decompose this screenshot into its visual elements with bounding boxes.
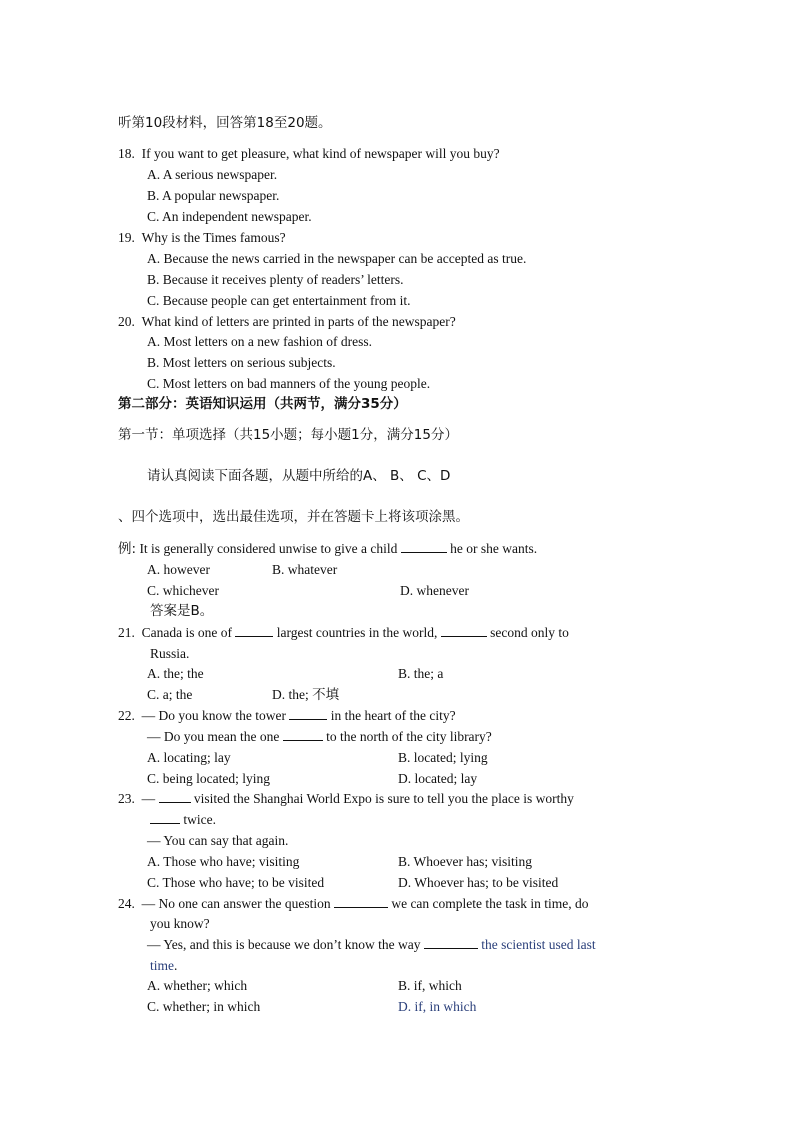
- question-22: [118, 707, 456, 725]
- answer-blank: [424, 936, 478, 949]
- question-text: twice.: [183, 812, 216, 827]
- q20-option-b: B. Most letters on serious subjects.: [147, 355, 336, 370]
- answer-blank: [289, 707, 327, 720]
- q23-line-2: [150, 811, 216, 829]
- q23-option-b: B. Whoever has; visiting: [398, 854, 532, 869]
- example-question: [118, 540, 537, 558]
- answer-blank: [159, 790, 191, 803]
- answer-blank: [283, 728, 323, 741]
- q24-option-b: B. if, which: [398, 978, 462, 993]
- question-text: What kind of letters are printed in parts of the newspaper?: [141, 314, 456, 329]
- q19-option-b: B. Because it receives plenty of readers’ letters.: [147, 272, 404, 287]
- section1-heading: 第一节：单项选择（共15小题；每小题1分，满分15分）: [118, 427, 458, 443]
- q19-option-c: C. Because people can get entertainment from it.: [147, 293, 411, 308]
- question-18: [118, 145, 500, 163]
- q21-line-2: Russia.: [150, 646, 190, 661]
- question-23: [118, 790, 574, 808]
- question-number: 18.: [118, 146, 135, 161]
- example-text-before: It is generally considered unwise to give a child: [139, 541, 398, 556]
- question-21: [118, 624, 569, 642]
- question-text: — Yes, and this is because we don’t know the way: [147, 937, 421, 952]
- q23-option-c: C. Those who have; to be visited: [147, 875, 325, 890]
- q18-option-b: B. A popular newspaper.: [147, 188, 280, 203]
- q20-option-a: A. Most letters on a new fashion of dress.: [147, 334, 372, 349]
- q24-line-2: you know?: [150, 916, 210, 931]
- example-option-d: D. whenever: [400, 583, 469, 598]
- question-text-highlight: the scientist used last: [481, 937, 596, 952]
- answer-blank: [441, 624, 487, 637]
- question-number: 21.: [118, 625, 135, 640]
- answer-blank: [235, 624, 273, 637]
- question-19: [118, 229, 286, 247]
- question-text: to the north of the city library?: [326, 729, 492, 744]
- example-option-c: C. whichever: [147, 583, 219, 598]
- q19-option-a: A. Because the news carried in the newspaper can be accepted as true.: [147, 251, 527, 266]
- question-text: Canada is one of: [141, 625, 232, 640]
- part2-heading: 第二部分：英语知识运用（共两节，满分35分）: [118, 396, 407, 412]
- question-text: we can complete the task in time, do: [391, 896, 589, 911]
- question-text: — Do you know the tower: [141, 708, 286, 723]
- section10-instruction: 听第10段材料，回答第18至20题。: [118, 115, 332, 131]
- q21-option-a: A. the; the: [147, 666, 204, 681]
- question-text: — Do you mean the one: [147, 729, 280, 744]
- question-text: Why is the Times famous?: [141, 230, 286, 245]
- q24-option-c: C. whether; in which: [147, 999, 261, 1014]
- question-24: [118, 895, 589, 913]
- question-20: [118, 313, 456, 331]
- question-text-highlight: time: [150, 958, 174, 973]
- example-option-b: B. whatever: [272, 562, 338, 577]
- q21-option-d: D. the; 不填: [272, 687, 340, 702]
- question-number: 24.: [118, 896, 135, 911]
- q22-option-d: D. located; lay: [398, 771, 478, 786]
- example-label: 例:: [118, 541, 137, 557]
- q20-option-c: C. Most letters on bad manners of the young people.: [147, 376, 431, 391]
- example-option-a: A. however: [147, 562, 210, 577]
- q22-option-b: B. located; lying: [398, 750, 488, 765]
- q18-option-a: A. A serious newspaper.: [147, 167, 278, 182]
- question-text: visited the Shanghai World Expo is sure to tell you the place is worthy: [193, 791, 574, 806]
- question-text: .: [174, 958, 178, 973]
- q22-line-2: [147, 728, 492, 746]
- question-text: If you want to get pleasure, what kind of newspaper will you buy?: [141, 146, 500, 161]
- question-text: in the heart of the city?: [330, 708, 456, 723]
- answer-blank: [150, 811, 180, 824]
- question-number: 19.: [118, 230, 135, 245]
- q23-line-3: — You can say that again.: [147, 833, 289, 848]
- question-text: —: [141, 791, 156, 806]
- q24-option-d: D. if, in which: [398, 999, 477, 1014]
- q21-option-b: B. the; a: [398, 666, 444, 681]
- question-text: second only to: [490, 625, 569, 640]
- q24-option-a: A. whether; which: [147, 978, 248, 993]
- q23-option-d: D. Whoever has; to be visited: [398, 875, 559, 890]
- answer-blank: [334, 895, 388, 908]
- example-answer: 答案是B。: [150, 603, 214, 619]
- q21-option-c: C. a; the: [147, 687, 193, 702]
- question-number: 22.: [118, 708, 135, 723]
- q24-line-3: [147, 936, 596, 954]
- answer-blank: [401, 540, 447, 553]
- q18-option-c: C. An independent newspaper.: [147, 209, 312, 224]
- q23-option-a: A. Those who have; visiting: [147, 854, 300, 869]
- question-number: 20.: [118, 314, 135, 329]
- instruction-line-1: 请认真阅读下面各题，从题中所给的A、 B、 C、D: [147, 468, 451, 484]
- q22-option-a: A. locating; lay: [147, 750, 231, 765]
- q22-option-c: C. being located; lying: [147, 771, 270, 786]
- example-text-after: he or she wants.: [450, 541, 538, 556]
- question-number: 23.: [118, 791, 135, 806]
- question-text: largest countries in the world,: [276, 625, 438, 640]
- question-text: — No one can answer the question: [141, 896, 331, 911]
- instruction-line-2: 、四个选项中，选出最佳选项，并在答题卡上将该项涂黑。: [118, 509, 469, 525]
- q24-line-4: [150, 957, 177, 975]
